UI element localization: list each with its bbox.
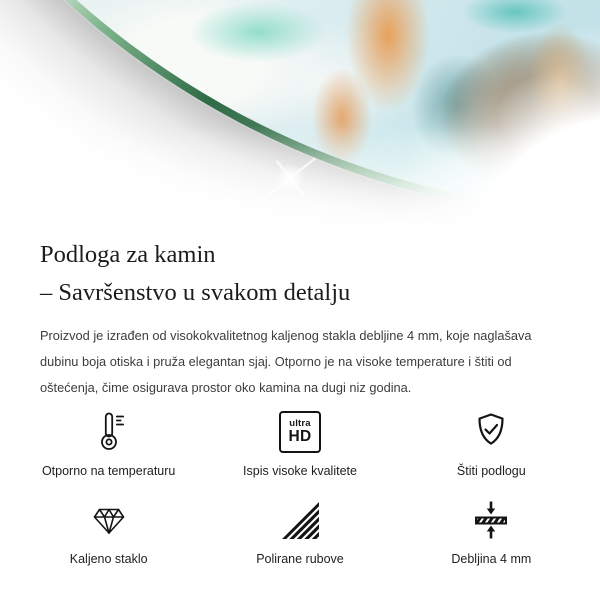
feature-print-quality [204, 409, 395, 479]
product-description-text: Proizvod je izrađen od visokokvalitetnog kaljenog stakla debljine 4 mm, koje naglašava dubinu boja otiska i pruža elegantan sjaj. Otporno je na visoke temperature i štiti od oštećenja, čime osigurava prostor oko kamina na dugi niz godina. [40, 328, 532, 395]
feature-tempered-glass [13, 497, 204, 567]
feature-label: Ispis visoke kvalitete [243, 464, 357, 478]
feature-label: Otporno na temperaturu [41, 464, 176, 478]
feature-label: Polirane rubove [256, 552, 344, 566]
page-title-line2: – Savršenstvo u svakom detalju [40, 279, 351, 306]
ultra-hd-text-bottom: HD [288, 428, 312, 445]
page-title-line1: Podloga za kamin [40, 241, 216, 268]
page-title [40, 236, 560, 312]
product-photo [0, 0, 600, 232]
feature-polished-edges [204, 497, 395, 567]
feature-temperature [13, 409, 204, 479]
feature-label: Štiti podlogu [456, 464, 526, 478]
feature-thickness [396, 497, 587, 567]
feature-label: Kaljeno staklo [69, 552, 148, 566]
ultra-hd-text-top: ultra [289, 418, 311, 429]
feature-grid [0, 409, 600, 567]
polished-edge-icon [278, 497, 322, 543]
feature-protects-floor [396, 409, 587, 479]
thermometer-icon [87, 409, 131, 455]
glass-print [0, 0, 600, 232]
product-description-section [0, 236, 600, 401]
shield-check-icon [469, 409, 513, 455]
ultra-hd-icon [279, 409, 321, 455]
diamond-icon [87, 497, 131, 543]
thickness-compress-icon [469, 497, 513, 543]
feature-label: Debljina 4 mm [451, 552, 532, 566]
